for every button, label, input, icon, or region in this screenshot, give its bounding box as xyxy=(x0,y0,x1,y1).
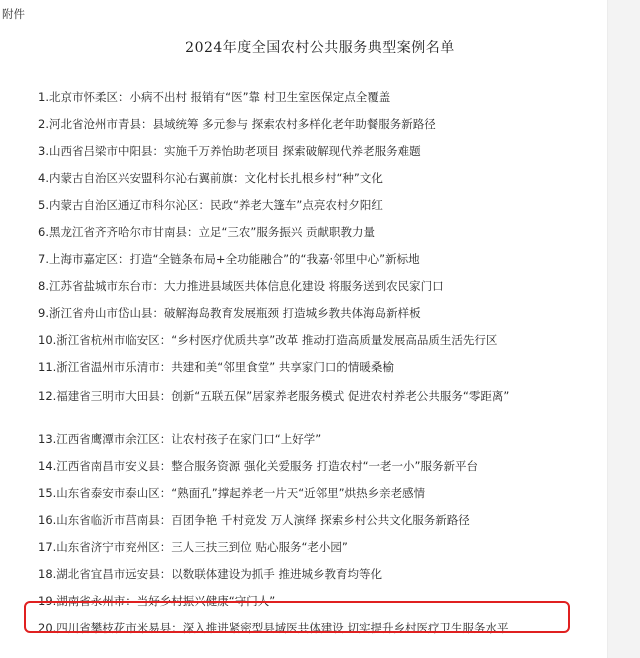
document-title: 2024年度全国农村公共服务典型案例名单 xyxy=(185,40,455,56)
list-item: 20.四川省攀枝花市米易县：深入推进紧密型县域医共体建设 切实提升乡村医疗卫生服务水平 xyxy=(38,621,509,635)
list-item: 5.内蒙古自治区通辽市科尔沁区：民政“养老大篷车”点亮农村夕阳红 xyxy=(38,198,383,212)
list-item: 6.黑龙江省齐齐哈尔市甘南县：立足“三农”服务振兴 贡献职教力量 xyxy=(38,225,376,239)
case-list xyxy=(0,88,608,646)
right-gutter xyxy=(607,0,640,658)
list-item: 17.山东省济宁市兖州区：三人三扶三到位 贴心服务“老小园” xyxy=(38,540,348,554)
list-item: 1.北京市怀柔区：小病不出村 报销有“医”靠 村卫生室医保定点全覆盖 xyxy=(38,90,391,104)
attachment-label: 附件 xyxy=(2,7,25,21)
list-item: 8.江苏省盐城市东台市：大力推进县域医共体信息化建设 将服务送到农民家门口 xyxy=(38,279,444,293)
list-item: 15.山东省泰安市泰山区：“熟面孔”撑起养老一片天“近邻里”烘热乡亲老感情 xyxy=(38,486,426,500)
list-item: 12.福建省三明市大田县：创新“五联五保”居家养老服务模式 促进农村养老公共服务“零距离” xyxy=(38,389,510,403)
list-item: 11.浙江省温州市乐清市：共建和美“邻里食堂” 共享家门口的情暖桑榆 xyxy=(38,360,394,374)
list-item: 9.浙江省舟山市岱山县：破解海岛教育发展瓶颈 打造城乡教共体海岛新样板 xyxy=(38,306,421,320)
list-item: 16.山东省临沂市莒南县：百团争艳 千村竞发 万人演绎 探索乡村公共文化服务新路径 xyxy=(38,513,470,527)
list-item: 18.湖北省宜昌市远安县：以数联体建设为抓手 推进城乡教育均等化 xyxy=(38,567,382,581)
list-item: 13.江西省鹰潭市余江区：让农村孩子在家门口“上好学” xyxy=(38,432,322,446)
list-item: 2.河北省沧州市青县：县域统筹 多元参与 探索农村多样化老年助餐服务新路径 xyxy=(38,117,436,131)
list-item-highlighted: 19.湖南省永州市：当好乡村振兴健康“守门人” xyxy=(38,594,276,608)
list-item: 10.浙江省杭州市临安区：“乡村医疗优质共享”改革 推动打造高质量发展高品质生活先行区 xyxy=(38,333,498,347)
list-item: 4.内蒙古自治区兴安盟科尔沁右翼前旗：文化村长扎根乡村“种”文化 xyxy=(38,171,383,185)
list-item: 14.江西省南昌市安义县：整合服务资源 强化关爱服务 打造农村“一老一小”服务新平台 xyxy=(38,459,479,473)
list-item: 3.山西省吕梁市中阳县：实施千万养怡助老项目 探索破解现代养老服务难题 xyxy=(38,144,421,158)
highlight-box xyxy=(24,601,570,633)
list-item: 7.上海市嘉定区：打造“全链条布局+全功能融合”的“我嘉·邻里中心”新标地 xyxy=(38,252,420,266)
